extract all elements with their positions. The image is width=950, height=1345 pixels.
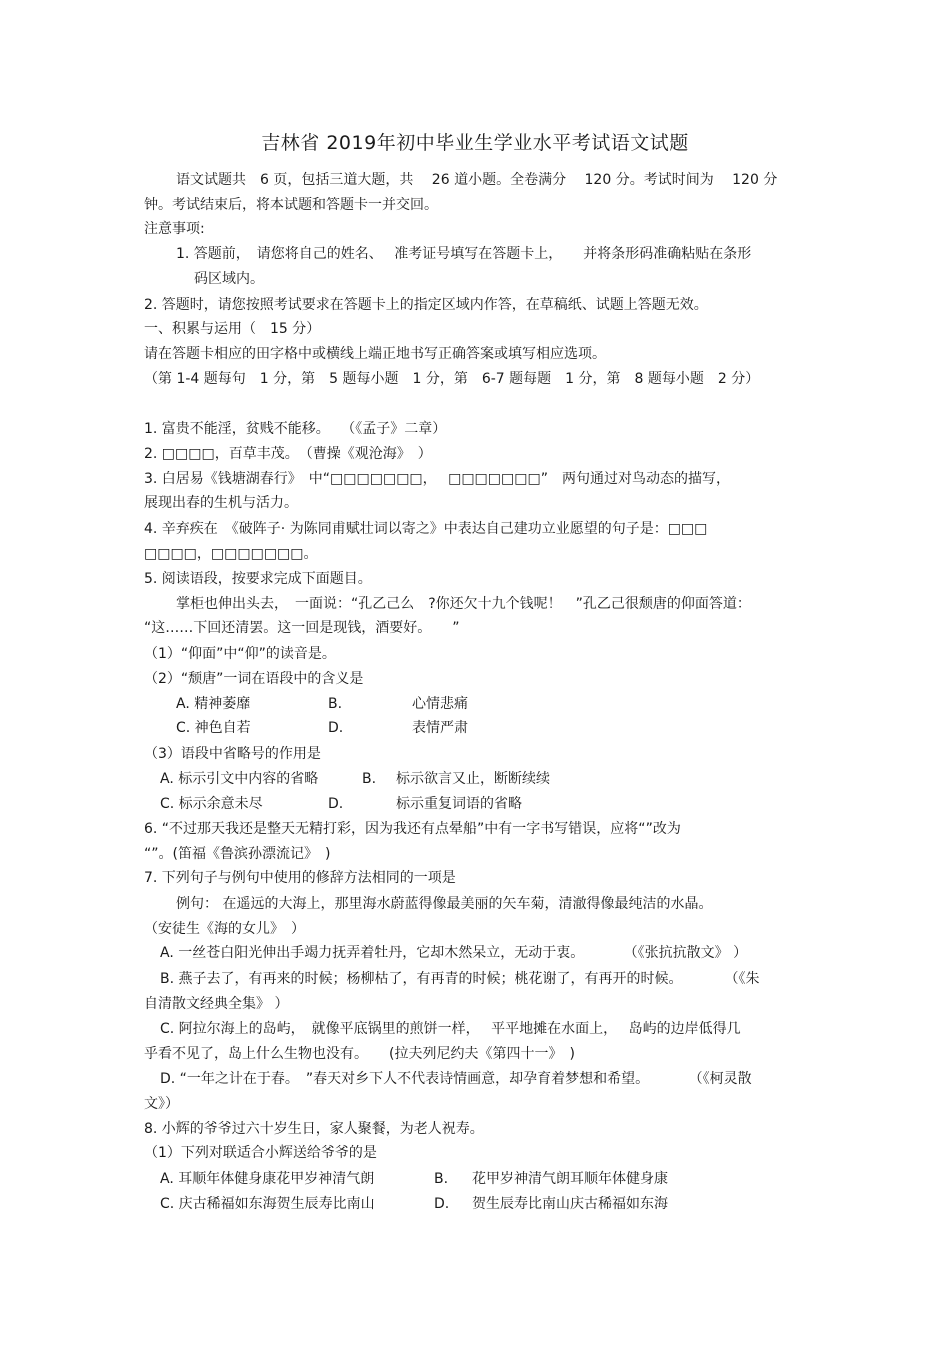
section-1-heading: 一、积累与运用（ 15 分） [144, 321, 321, 337]
question-3-line-1: 3. 白居易《钱塘湖春行》 中“□□□□□□□， □□□□□□□” 两句通过对鸟动态的描写， [144, 471, 730, 487]
question-5-sub-2-option-c: C. 神色自若 [176, 720, 251, 736]
question-5-sub-2-option-a: A. 精神萎靡 [176, 696, 251, 712]
notes-item-1-line-2: 码区域内。 [194, 271, 264, 287]
intro-line-1: 语文试题共 6 页，包括三道大题，共 26 道小题。全卷满分 120 分。考试时间为 120 分 [176, 172, 778, 188]
question-4-line-2: □□□□，□□□□□□□。 [144, 546, 318, 562]
question-4-line-1: 4. 辛弃疾在 《破阵子· 为陈同甫赋壮词以寄之》中表达自己建功立业愿望的句子是：□□□ [144, 521, 708, 537]
question-7-option-c-line-1: C. 阿拉尔海上的岛屿， 就像平底锅里的煎饼一样， 平平地摊在水面上， 岛屿的边岸低得几 [160, 1021, 741, 1037]
question-7-stem: 7. 下列句子与例句中使用的修辞方法相同的一项是 [144, 870, 456, 886]
notes-heading: 注意事项: [144, 221, 205, 237]
question-8-option-b: 花甲岁神清气朗耳顺年体健身康 [472, 1171, 668, 1187]
question-8-option-b-letter: B. [434, 1171, 449, 1187]
question-8-sub-1: （1）下列对联适合小辉送给爷爷的是 [144, 1145, 377, 1161]
question-3-line-2: 展现出春的生机与活力。 [144, 495, 298, 511]
question-5-sub-1: （1）“仰面”中“仰”的读音是。 [144, 646, 336, 662]
question-5-passage-line-2: “这……下回还清罢。这一回是现钱，酒要好。 ” [144, 620, 460, 636]
question-5-sub-3-option-d-letter: D. [328, 796, 344, 812]
question-7-option-b-line-2: 自清散文经典全集》 ） [144, 996, 289, 1012]
question-8-option-d: 贺生辰寿比南山庆古稀福如东海 [472, 1196, 668, 1212]
question-5-sub-2-option-d-letter: D. [328, 720, 344, 736]
question-7-option-a: A. 一丝苍白阳光伸出手竭力抚弄着牡丹，它却木然呆立，无动于衷。 （《张抗抗散文》 ） [160, 945, 748, 961]
question-5-sub-3-option-b-letter: B. [362, 771, 377, 787]
question-1: 1. 富贵不能淫，贫贱不能移。 （《孟子》二章） [144, 421, 447, 437]
question-5-sub-3-option-d: 标示重复词语的省略 [396, 796, 522, 812]
question-5-sub-2-option-d: 表情严肃 [412, 720, 468, 736]
question-7-example-line-2: （安徒生《海的女儿》 ） [144, 921, 305, 937]
question-5-sub-3: （3）语段中省略号的作用是 [144, 746, 321, 762]
question-5-sub-3-option-a: A. 标示引文中内容的省略 [160, 771, 319, 787]
question-5-passage-line-1: 掌柜也伸出头去， 一面说：“孔乙己么 ?你还欠十九个钱呢！ ”孔乙己很颓唐的仰面答道： [176, 596, 751, 612]
question-5-sub-2-option-b-letter: B. [328, 696, 343, 712]
question-8-option-d-letter: D. [434, 1196, 450, 1212]
question-8-option-a: A. 耳顺年体健身康花甲岁神清气朗 [160, 1171, 375, 1187]
section-1-instruction: 请在答题卡相应的田字格中或横线上端正地书写正确答案或填写相应选项。 [144, 346, 606, 362]
question-6-line-2: “”。(笛福《鲁滨孙漂流记》 ) [144, 846, 331, 862]
question-5-stem: 5. 阅读语段，按要求完成下面题目。 [144, 571, 372, 587]
question-7-option-c-line-2: 乎看不见了，岛上什么生物也没有。 (拉夫列尼约夫《第四十一》 ) [144, 1046, 575, 1062]
question-6-line-1: 6. “不过那天我还是整天无精打彩，因为我还有点晕船”中有一字书写错误，应将“”改为 [144, 821, 681, 837]
question-7-option-b-line-1: B. 燕子去了，有再来的时候；杨柳枯了，有再青的时候；桃花谢了，有再开的时候。 （《朱 [160, 971, 760, 987]
page-title: 吉林省 2019年初中毕业生学业水平考试语文试题 [261, 132, 689, 154]
question-5-sub-3-option-b: 标示欲言又止，断断续续 [396, 771, 550, 787]
notes-item-1-line-1: 1. 答题前， 请您将自己的姓名、 准考证号填写在答题卡上， 并将条形码准确粘贴在条形 [176, 246, 752, 262]
question-7-example-line-1: 例句： 在遥远的大海上，那里海水蔚蓝得像最美丽的矢车菊，清澈得像最纯洁的水晶。 [176, 896, 713, 912]
question-5-sub-3-option-c: C. 标示余意未尽 [160, 796, 263, 812]
intro-line-2: 钟。考试结束后，将本试题和答题卡一并交回。 [144, 197, 438, 213]
section-1-scoring: （第 1-4 题每句 1 分，第 5 题每小题 1 分，第 6-7 题每题 1 分，第 8 题每小题 2 分） [144, 371, 760, 387]
question-7-option-d-line-2: 文》） [144, 1096, 179, 1112]
question-5-sub-2: （2）“颓唐”一词在语段中的含义是 [144, 671, 364, 687]
notes-item-2: 2. 答题时，请您按照考试要求在答题卡上的指定区域内作答，在草稿纸、试题上答题无效。 [144, 297, 708, 313]
question-8-option-c: C. 庆古稀福如东海贺生辰寿比南山 [160, 1196, 375, 1212]
question-7-option-d-line-1: D. “一年之计在于春。 ”春天对乡下人不代表诗情画意，却孕育着梦想和希望。 （《柯灵散 [160, 1071, 752, 1087]
question-5-sub-2-option-b: 心情悲痛 [412, 696, 468, 712]
question-2: 2. □□□□，百草丰茂。 （曹操《观沧海》 ） [144, 446, 432, 462]
question-8-stem: 8. 小辉的爷爷过六十岁生日，家人聚餐，为老人祝寿。 [144, 1121, 484, 1137]
